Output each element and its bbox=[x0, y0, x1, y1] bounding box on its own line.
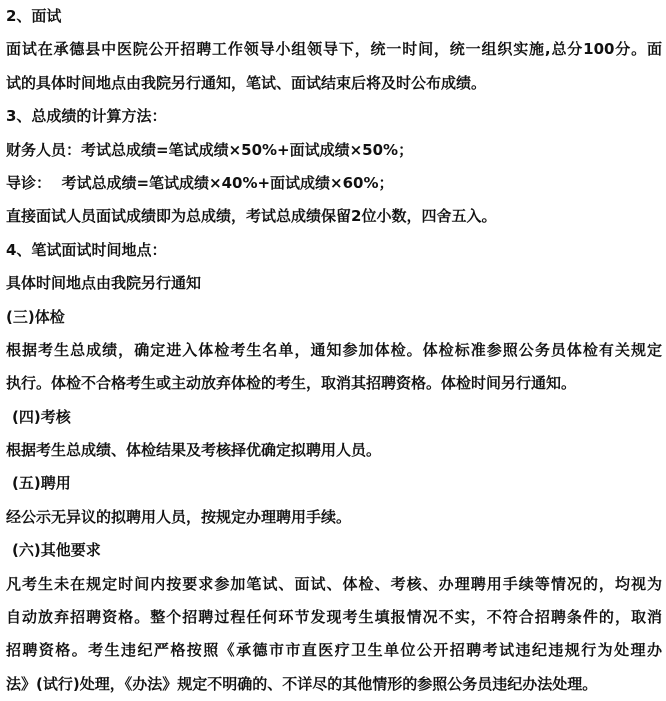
other-requirements-line: 招聘资格。考生违纪严格按照《承德市市直医疗卫生单位公开招聘考试违纪违规行为处理办 bbox=[6, 641, 662, 660]
physical-exam-text-line: 根据考生总成绩，确定进入体检考生名单，通知参加体检。体检标准参照公务员体检有关规定 bbox=[6, 340, 662, 359]
exam-time-text: 具体时间地点由我院另行通知 bbox=[6, 274, 202, 293]
guide-formula: 导诊： 考试总成绩=笔试成绩×40%+面试成绩×60%； bbox=[6, 173, 394, 192]
other-requirements-line: 自动放弃招聘资格。整个招聘过程任何环节发现考生填报情况不实，不符合招聘条件的，取消 bbox=[6, 608, 662, 627]
hire-text: 经公示无异议的拟聘用人员，按规定办理聘用手续。 bbox=[6, 507, 352, 526]
interview-text-line: 面试在承德县中医院公开招聘工作领导小组领导下，统一时间，统一组织实施,总分100分。面 bbox=[6, 40, 662, 59]
finance-formula: 财务人员：考试总成绩=笔试成绩×50%+面试成绩×50%； bbox=[6, 140, 414, 159]
physical-exam-heading: (三)体检 bbox=[6, 307, 65, 326]
assessment-text: 根据考生总成绩、体检结果及考核择优确定拟聘用人员。 bbox=[6, 441, 382, 460]
other-requirements-line: 凡考生未在规定时间内按要求参加笔试、面试、体检、考核、办理聘用手续等情况的，均视为 bbox=[6, 574, 662, 593]
exam-time-heading: 4、笔试面试时间地点： bbox=[6, 240, 167, 259]
assessment-heading: (四)考核 bbox=[12, 407, 71, 426]
physical-exam-text-line: 执行。体检不合格考生或主动放弃体检的考生，取消其招聘资格。体检时间另行通知。 bbox=[6, 374, 577, 393]
interview-heading: 2、面试 bbox=[6, 7, 62, 25]
direct-interview-note: 直接面试人员面试成绩即为总成绩，考试总成绩保留2位小数，四舍五入。 bbox=[6, 207, 497, 226]
other-requirements-heading: (六)其他要求 bbox=[12, 541, 101, 560]
interview-text-line: 试的具体时间地点由我院另行通知，笔试、面试结束后将及时公布成绩。 bbox=[6, 73, 487, 92]
other-requirements-line: 法》(试行)处理，《办法》规定不明确的、不详尽的其他情形的参照公务员违纪办法处理。 bbox=[6, 674, 598, 693]
hire-heading: (五)聘用 bbox=[12, 474, 71, 493]
total-score-heading: 3、总成绩的计算方法： bbox=[6, 107, 167, 126]
